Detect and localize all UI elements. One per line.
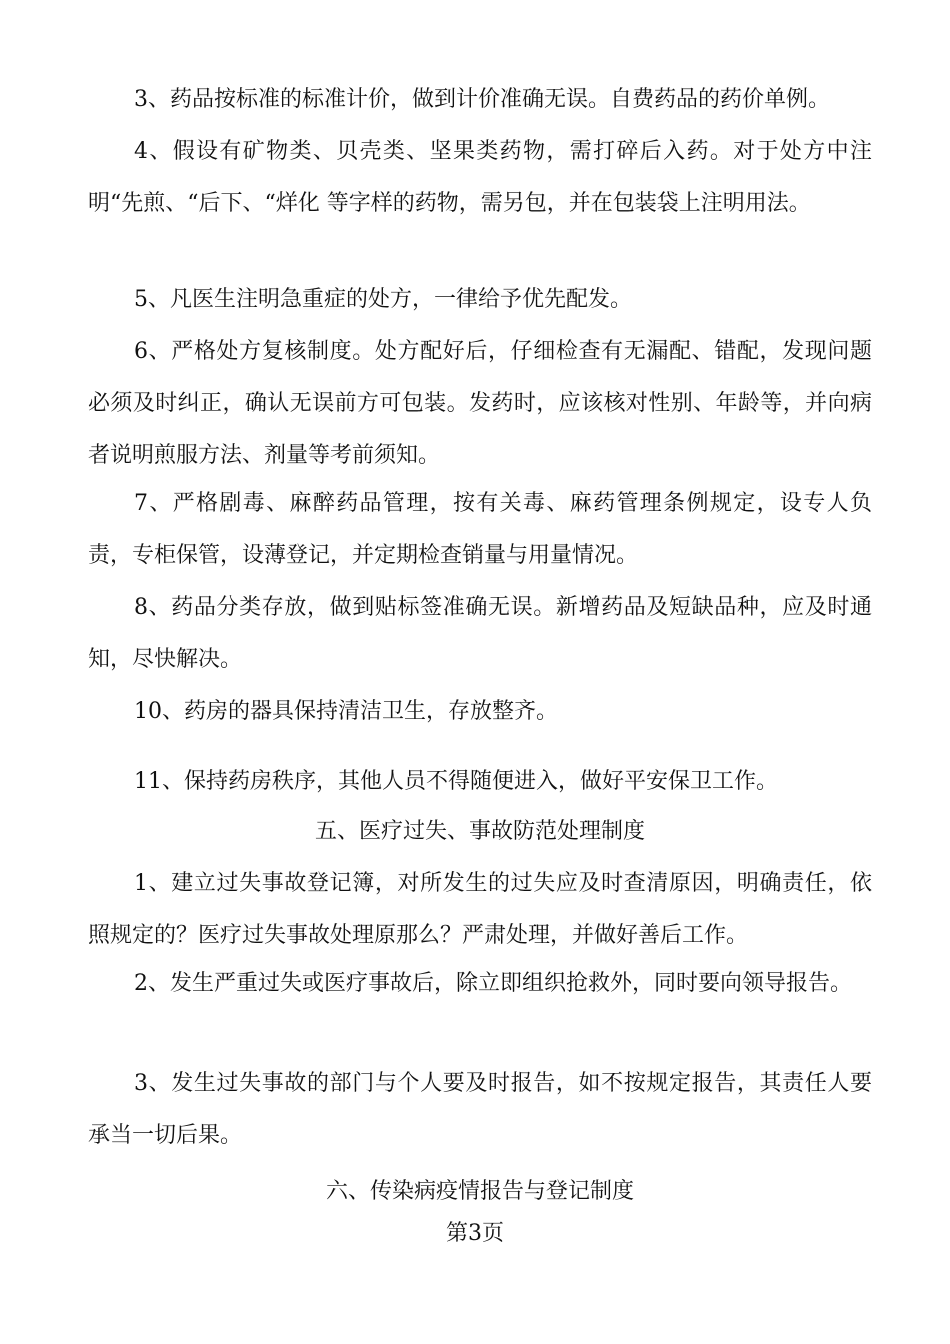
paragraph-item-11: 11、保持药房秩序，其他人员不得随便进入，做好平安保卫工作。 <box>134 769 778 794</box>
paragraph-item-6: 6、严格处方复核制度。处方配好后，仔细检查有无漏配、错配，发现问题必须及时纠正，确认无误前方可包装。发药时，应该核对性别、年龄等，并向病者说明煎服方法、剂量等考前须知。 <box>88 339 872 468</box>
paragraph-item-5: 5、凡医生注明急重症的处方，一律给予优先配发。 <box>134 287 632 312</box>
paragraph-item-4: 4、假设有矿物类、贝壳类、坚果类药物，需打碎后入药。对于处方中注明“先煎、“后下、“烊化 等字样的药物，需另包，并在包装袋上注明用法。 <box>88 139 872 216</box>
section5-item-2: 2、发生严重过失或医疗事故后，除立即组织抢救外，同时要向领导报告。 <box>134 971 852 996</box>
paragraph-item-7: 7、严格剧毒、麻醉药品管理，按有关毒、麻药管理条例规定，设专人负责，专柜保管，设薄登记，并定期检查销量与用量情况。 <box>88 491 872 568</box>
paragraph-item-10: 10、药房的器具保持清洁卫生，存放整齐。 <box>134 699 558 724</box>
section-heading-5: 五、医疗过失、事故防范处理制度 <box>314 819 645 844</box>
section5-item-3: 3、发生过失事故的部门与个人要及时报告，如不按规定报告，其责任人要承当一切后果。 <box>88 1071 872 1148</box>
section-heading-6: 六、传染病疫情报告与登记制度 <box>325 1179 634 1204</box>
section5-item-1: 1、建立过失事故登记簿，对所发生的过失应及时查清原因，明确责任，依照规定的？医疗过失事故处理原那么？严肃处理，并做好善后工作。 <box>88 871 872 948</box>
paragraph-item-3: 3、药品按标准的标准计价，做到计价准确无误。自费药品的药价单例。 <box>134 87 830 112</box>
paragraph-item-8: 8、药品分类存放，做到贴标签准确无误。新增药品及短缺品种，应及时通知，尽快解决。 <box>88 595 872 672</box>
page-number: 第3页 <box>446 1221 504 1246</box>
